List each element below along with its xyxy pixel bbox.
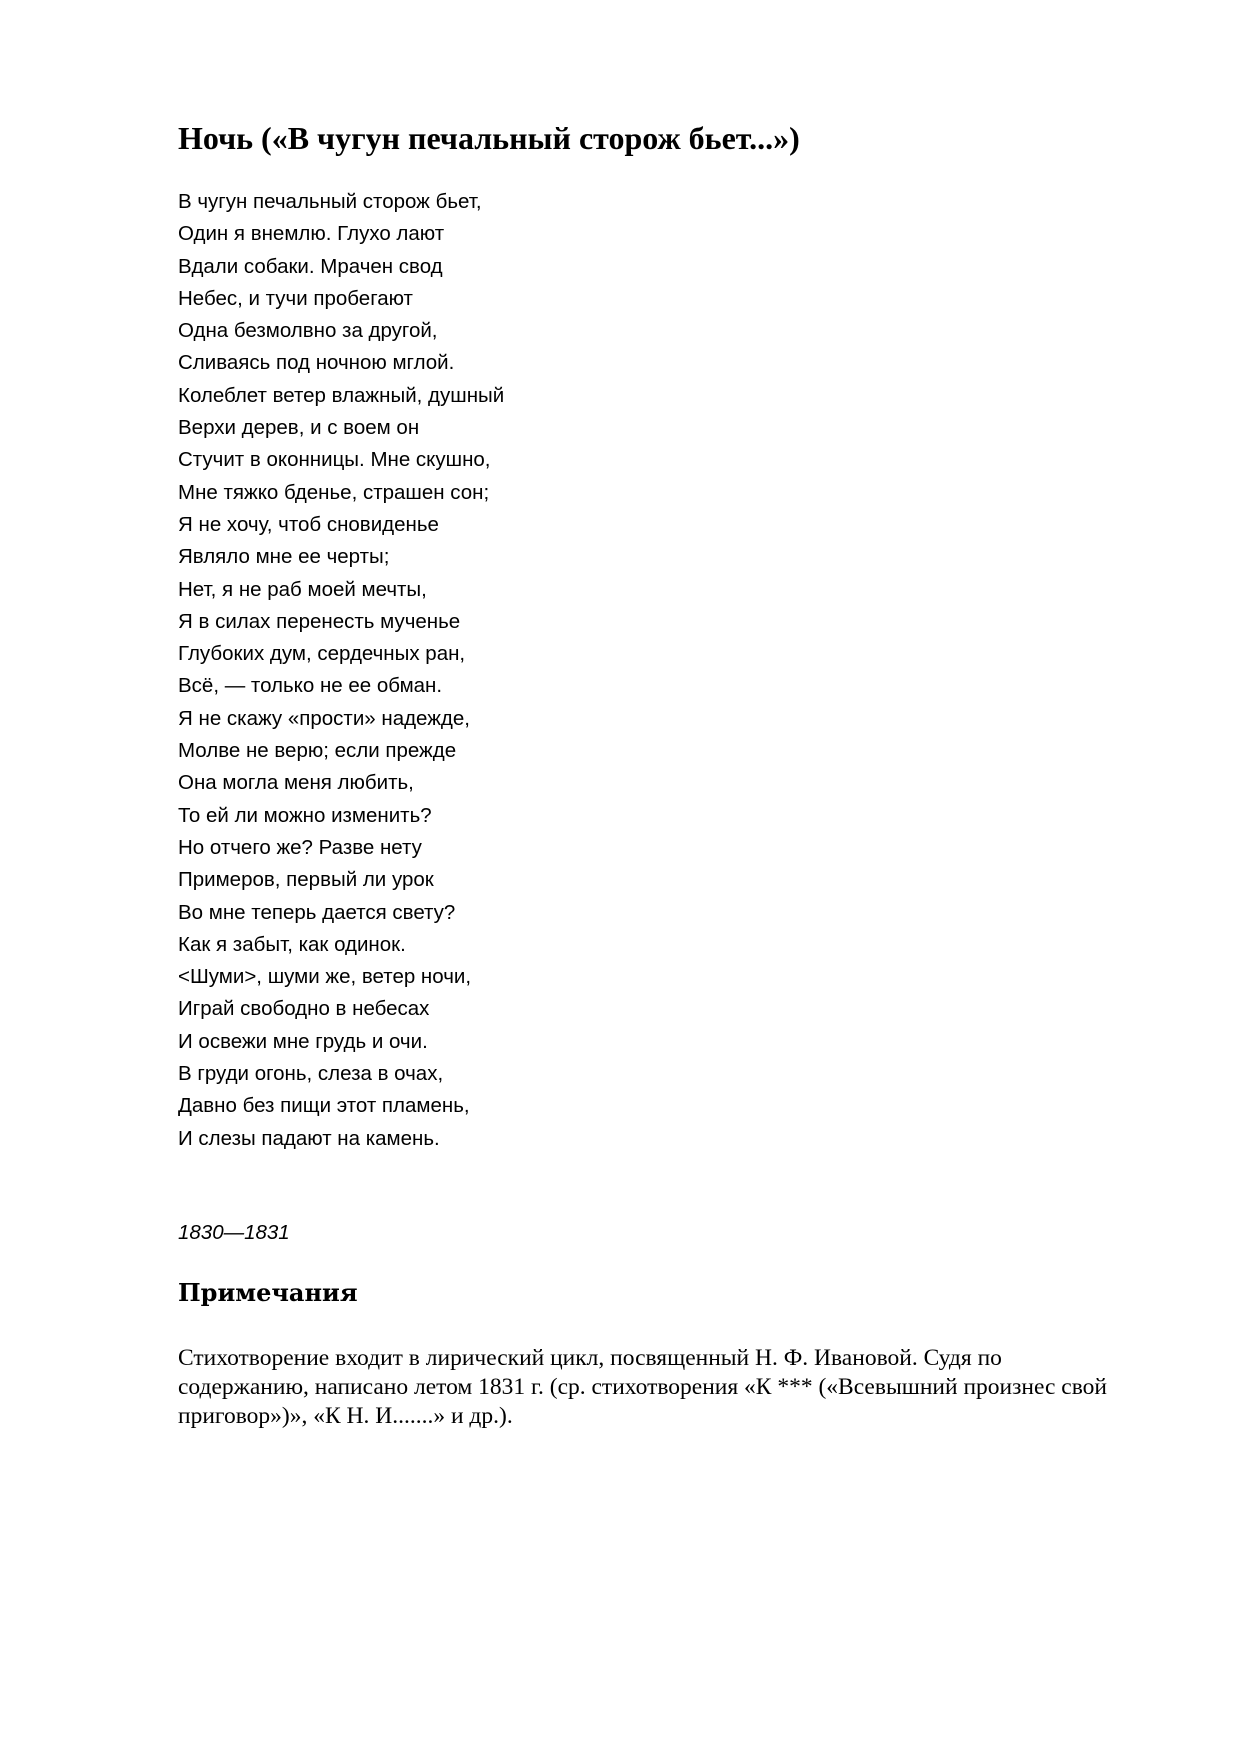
- poem-line: Сливаясь под ночною мглой.: [178, 351, 455, 375]
- poem-line: Она могла меня любить,: [178, 771, 414, 795]
- poem-line: Примеров, первый ли урок: [178, 868, 434, 892]
- poem-line: Во мне теперь дается свету?: [178, 900, 456, 924]
- poem-line: Играй свободно в небесах: [178, 997, 430, 1021]
- poem-line: Давно без пищи этот пламень,: [178, 1094, 470, 1118]
- poem-line: В груди огонь, слеза в очах,: [178, 1062, 444, 1086]
- poem-line: И слезы падают на камень.: [178, 1126, 440, 1150]
- poem-line: Мне тяжко бденье, страшен сон;: [178, 480, 490, 504]
- poem-date: 1830—1831: [178, 1221, 290, 1244]
- poem-line: То ей ли можно изменить?: [178, 803, 432, 827]
- poem-line: Одна безмолвно за другой,: [178, 319, 438, 343]
- poem-line: Являло мне ее черты;: [178, 545, 390, 569]
- poem-line: Но отчего же? Разве нету: [178, 835, 422, 859]
- poem-line: Колеблет ветер влажный, душный: [178, 383, 505, 407]
- poem-line: Всё, — только не ее обман.: [178, 674, 443, 698]
- notes-heading: Примечания: [178, 1278, 358, 1307]
- notes-text: Стихотворение входит в лирический цикл, посвященный Н. Ф. Ивановой. Судя по содержанию, написано летом 1831 г. (ср. стихотворения «К *** («Всевышний произнес свой приговор»)», «К Н. И.......» и др.).: [178, 1345, 1107, 1429]
- poem-line: В чугун печальный сторож бьет,: [178, 190, 482, 213]
- poem-line: <Шуми>, шуми же, ветер ночи,: [178, 965, 472, 989]
- poem-line: Глубоких дум, сердечных ран,: [178, 642, 466, 666]
- poem-line: Нет, я не раб моей мечты,: [178, 577, 427, 601]
- poem-line: Как я забыт, как одинок.: [178, 932, 406, 956]
- poem-body: [178, 186, 504, 1155]
- poem-title: Ночь («В чугун печальный сторож бьет...»): [178, 120, 800, 156]
- poem-line: И освежи мне грудь и очи.: [178, 1029, 428, 1053]
- poem-line: Стучит в оконницы. Мне скушно,: [178, 448, 491, 472]
- poem-line: Я в силах перенесть мученье: [178, 609, 461, 633]
- poem-line: Вдали собаки. Мрачен свод: [178, 254, 443, 278]
- poem-line: Молве не верю; если прежде: [178, 739, 457, 763]
- poem-line: Небес, и тучи пробегают: [178, 286, 413, 310]
- poem-line: Я не хочу, чтоб сновиденье: [178, 512, 439, 536]
- poem-line: Один я внемлю. Глухо лают: [178, 222, 445, 246]
- poem-line: Верхи дерев, и с воем он: [178, 416, 420, 440]
- poem-line: Я не скажу «прости» надежде,: [178, 706, 470, 730]
